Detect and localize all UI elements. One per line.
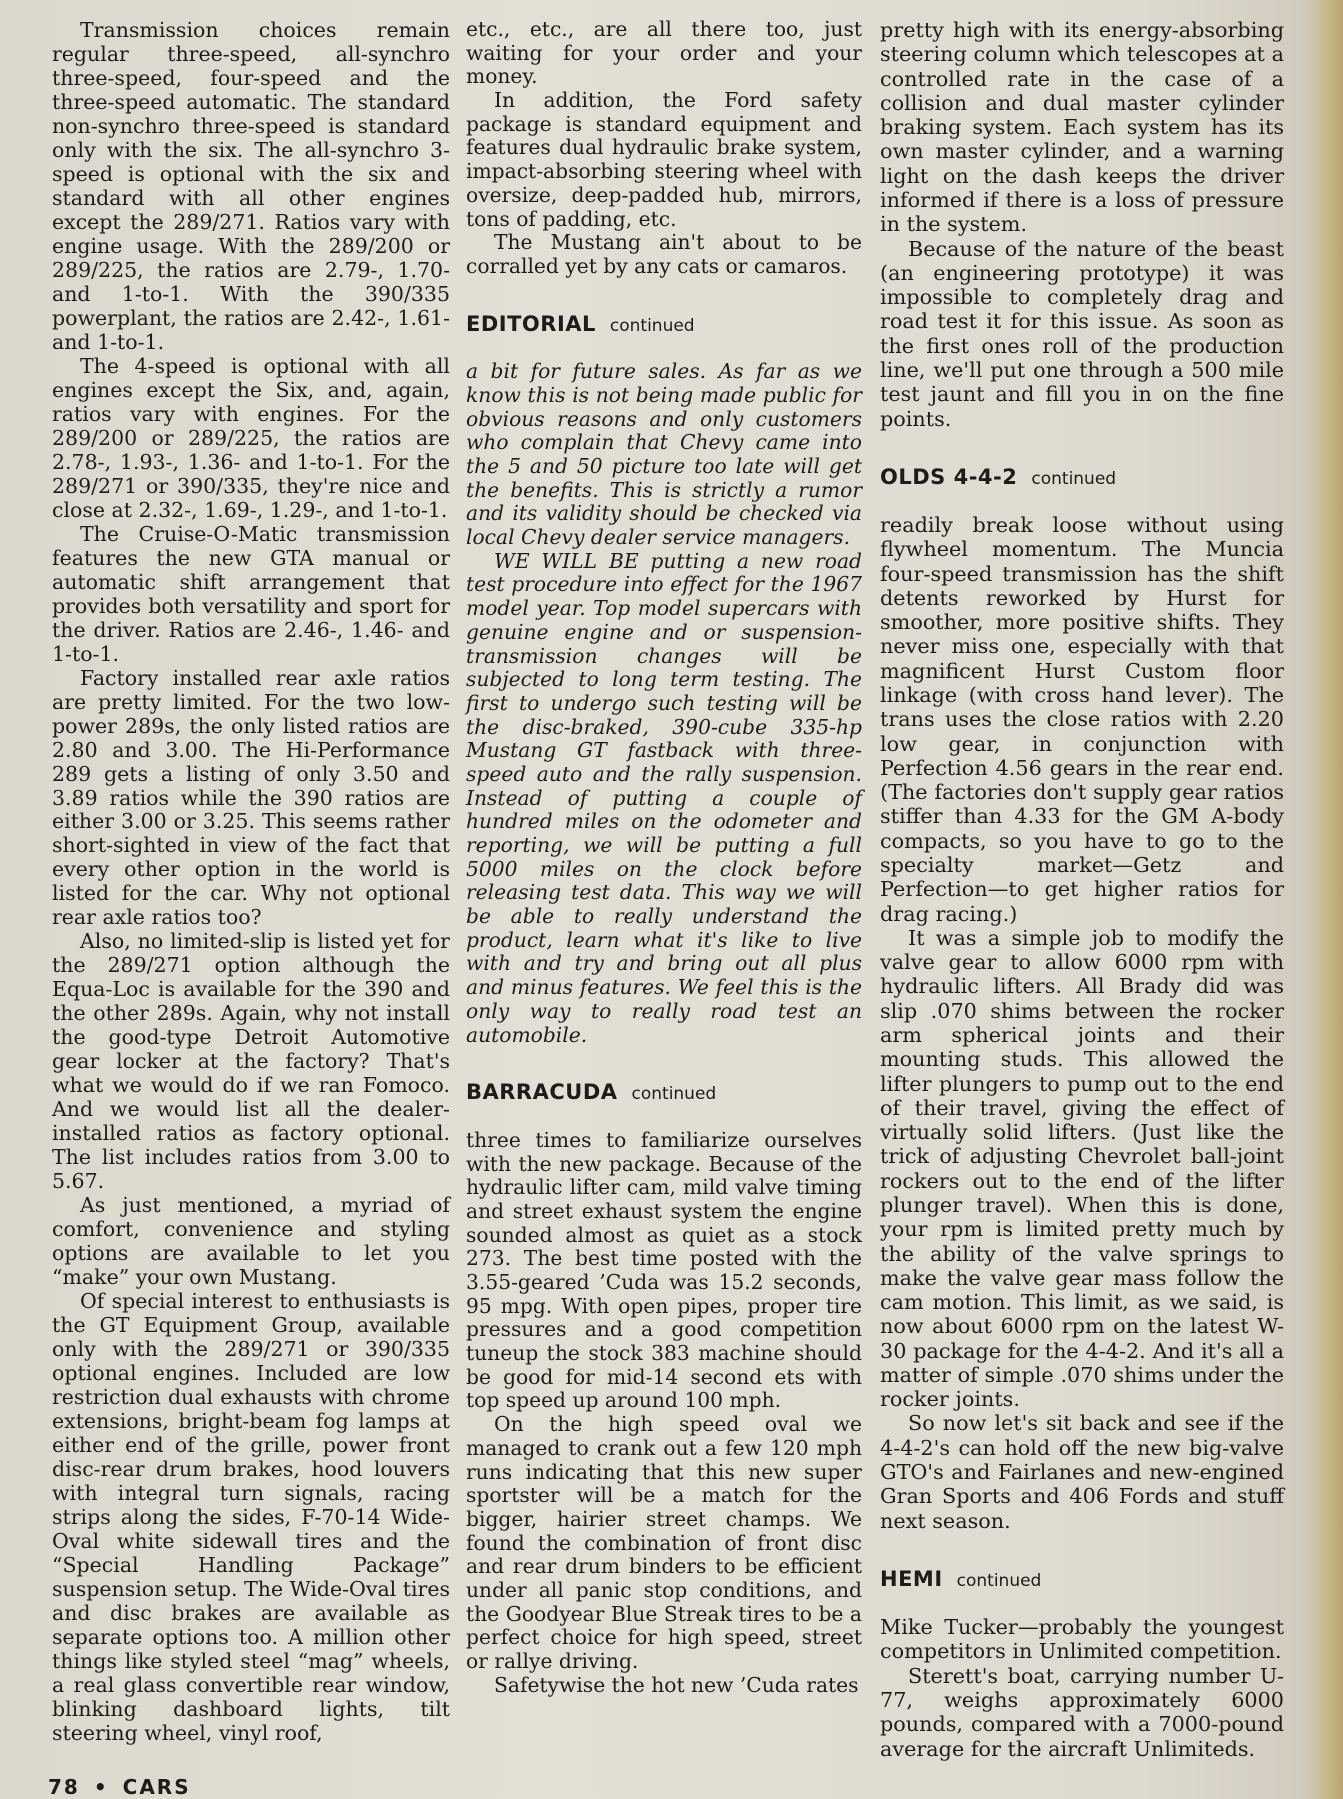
section-continued-label: continued	[609, 315, 695, 336]
paragraph: Because of the nature of the beast (an engineering prototype) it was impossible to completely drag and road test it for this issue. As soon as the first ones roll of the production line, we'll put one through a 500 mile test jaunt and fill you in on the fine points.	[880, 236, 1284, 431]
paragraph: The 4-speed is optional with all engines except the Six, and, again, ratios vary with engines. For the 289/200 or 289/225, the ratios are 2.78-, 1.93-, 1.36- and 1-to-1. For the 289/271 or 390/335, they're nice and close at 2.32-, 1.69-, 1.29-, and 1-to-1.	[52, 353, 450, 522]
section-heading	[466, 1081, 862, 1107]
section-spacer	[466, 1107, 862, 1129]
paragraph: Safetywise the hot new ’Cuda rates	[494, 1672, 859, 1697]
section-title: BARRACUDA	[466, 1080, 618, 1105]
section-title: OLDS 4-4-2	[880, 464, 1018, 489]
section-spacer	[880, 491, 1284, 513]
paragraph: three times to familiarize ourselves with the new package. Because of the hydraulic lifter cam, mild valve timing and street exhaust system the engine sounded almost as quiet as a stock 273. The best time posted with the 3.55-geared ’Cuda was 15.2 seconds, 95 mpg. With open pipes, proper tire pressures and a good competition tuneup the stock 383 machine should be good for mid-14 second ets with top speed up around 100 mph.	[466, 1127, 862, 1413]
section-spacer	[880, 431, 1284, 465]
paragraph: As just mentioned, a myriad of comfort, convenience and styling options are available to let you “make” your own Mustang.	[52, 1193, 450, 1290]
column-1	[52, 18, 450, 1745]
paragraph: So now let's sit back and see if the 4-4-2's can hold off the new big-valve GTO's and Fairlanes and new-engined Gran Sports and 406 Fords and stuff next season.	[880, 1411, 1284, 1533]
section-title: EDITORIAL	[466, 311, 596, 336]
paragraph: The Mustang ain't about to be corralled yet by any cats or camaros.	[466, 230, 862, 278]
paragraph: etc., etc., are all there too, just waiting for your order and your money.	[466, 17, 862, 89]
paragraph: pretty high with its energy-absorbing steering column which telescopes at a controlled rate in the case of a collision and dual master cylinder braking system. Each system has its own master cylinder, and a warning light on the dash keeps the driver informed if there is a loss of pressure in the system.	[880, 18, 1284, 237]
paragraph: Transmission choices remain regular three-speed, all-synchro three-speed, four-speed and the three-speed automatic. The standard non-synchro three-speed is standard only with the six. The all-synchro 3-speed is optional with the six and standard with all other engines except the 289/271. Ratios vary with engine usage. With the 289/200 or 289/225, the ratios are 2.79-, 1.70- and 1-to-1. With the 390/335 powerplant, the ratios are 2.42-, 1.61- and 1-to-1.	[52, 18, 450, 354]
paragraph: Also, no limited-slip is listed yet for the 289/271 option although the Equa-Loc is available for the 390 and the other 289s. Again, why not install the good-type Detroit Automotive gear locker at the factory? That's what we would do if we ran Fomoco. And we would list all the dealer-installed ratios as factory optional. The list includes ratios from 3.00 to 5.67.	[52, 929, 450, 1194]
paragraph: readily break loose without using flywheel momentum. The Muncia four-speed transmission has the shift detents reworked by Hurst for smoother, more positive shifts. They never miss one, especially with that magnificent Hurst Custom floor linkage (with cross hand lever). The trans uses the close ratios with 2.20 low gear, in conjunction with Perfection 4.56 gears in the rear end. (The factories don't supply gear ratios stiffer than 4.33 for the GM A-body compacts, so you have to go to the specialty market—Getz and Perfection—to get higher ratios for drag racing.)	[880, 513, 1284, 926]
paragraph: WE WILL BE putting a new road test procedure into effect for the 1967 model year. Top model supercars with genuine engine and or suspension-transmission changes will be subjected to long term testing. The first to undergo such testing will be the disc-braked, 390-cube 335-hp Mustang GT fastback with three-speed auto and the rally suspension. Instead of putting a couple of hundred miles on the odometer and reporting, we will be putting a full 5000 miles on the clock before releasing test data. This way we will be able to really understand the product, learn what it's like to live with and try and bring out all plus and minus features. We feel this is the only way to really road test an automobile.	[466, 548, 862, 1047]
section-heading	[880, 1567, 1284, 1593]
section-heading	[466, 313, 862, 339]
paragraph: The Cruise-O-Matic transmission features the new GTA manual or automatic shift arrangement that provides both versatility and sport for the driver. Ratios are 2.46-, 1.46- and 1-to-1.	[52, 521, 450, 666]
section-spacer	[466, 1047, 862, 1081]
section-continued-label: continued	[1031, 468, 1117, 489]
paragraph: a bit for future sales. As far as we know this is not being made public for obvious reasons and only customers who complain that Chevy came into the 5 and 50 picture too late will get the benefits. This is strictly a rumor and its validity should be checked via local Chevy dealer service managers.	[466, 359, 862, 550]
section-continued-label: continued	[956, 1570, 1042, 1591]
paragraph: In addition, the Ford safety package is standard equipment and features dual hydraulic brake system, impact-absorbing steering wheel with oversize, deep-padded hub, mirrors, tons of padding, etc.	[466, 88, 862, 231]
page-edge-shadow	[1303, 0, 1343, 1799]
section-title: HEMI	[880, 1566, 943, 1591]
section-spacer	[880, 1533, 1284, 1567]
paragraph: Of special interest to enthusiasts is the GT Equipment Group, available only with the 289/271 or 390/335 optional engines. Included are low restriction dual exhausts with chrome extensions, bright-beam fog lamps at either end of the grille, power front disc-rear drum brakes, hood louvers with integral turn signals, racing strips along the sides, F-70-14 Wide-Oval white sidewall tires and the “Special Handling Package” suspension setup. The Wide-Oval tires and disc brakes are available as separate options too. A million other things like styled steel “mag” wheels, a real glass convertible rear window, blinking dashboard lights, tilt steering wheel, vinyl roof,	[52, 1289, 450, 1745]
column-2	[466, 18, 862, 1697]
section-spacer	[466, 338, 862, 360]
page-footer	[48, 1775, 191, 1799]
section-heading	[880, 465, 1284, 491]
publication-name: CARS	[122, 1775, 191, 1799]
section-spacer	[466, 279, 862, 313]
column-3	[880, 18, 1284, 1761]
paragraph: On the high speed oval we managed to crank out a few 120 mph runs indicating that this new super sportster will be a match for the bigger, hairier street champs. We found the combination of front disc and rear drum binders to be efficient under all panic stop conditions, and the Goodyear Blue Streak tires to be a perfect choice for high speed, street or rallye driving.	[466, 1412, 862, 1673]
paragraph: Factory installed rear axle ratios are pretty limited. For the two low-power 289s, the only listed ratios are 2.80 and 3.00. The Hi-Performance 289 gets a listing of only 3.50 and 3.89 ratios while the 390 ratios are either 3.00 or 3.25. This seems rather short-sighted in view of the fact that every other option in the world is listed for the car. Why not optional rear axle ratios too?	[52, 665, 450, 930]
section-spacer	[880, 1593, 1284, 1615]
page-number: 78	[48, 1775, 80, 1799]
paragraph: Sterett's boat, carrying number U-77, weighs approximately 6000 pounds, compared with a 7000-pound average for the aircraft Unlimiteds.	[880, 1663, 1284, 1761]
footer-bullet: •	[93, 1775, 109, 1799]
section-continued-label: continued	[631, 1084, 717, 1105]
paragraph: Mike Tucker—probably the youngest competitors in Unlimited competition.	[880, 1615, 1284, 1664]
paragraph: It was a simple job to modify the valve gear to allow 6000 rpm with hydraulic lifters. All Brady did was slip .070 shims between the rocker arm spherical joints and their mounting studs. This allowed the lifter plungers to pump out to the end of their travel, giving the effect of virtually solid lifters. (Just like the trick of adjusting Chevrolet ball-joint rockers out to the end of the lifter plunger travel). When this is done, your rpm is limited pretty much by the ability of the valve springs to make the valve gear mass follow the cam motion. This limit, as we said, is now about 6000 rpm on the latest W-30 package for the 4-4-2. And it's all a matter of simple .070 shims under the rocker joints.	[880, 925, 1284, 1412]
